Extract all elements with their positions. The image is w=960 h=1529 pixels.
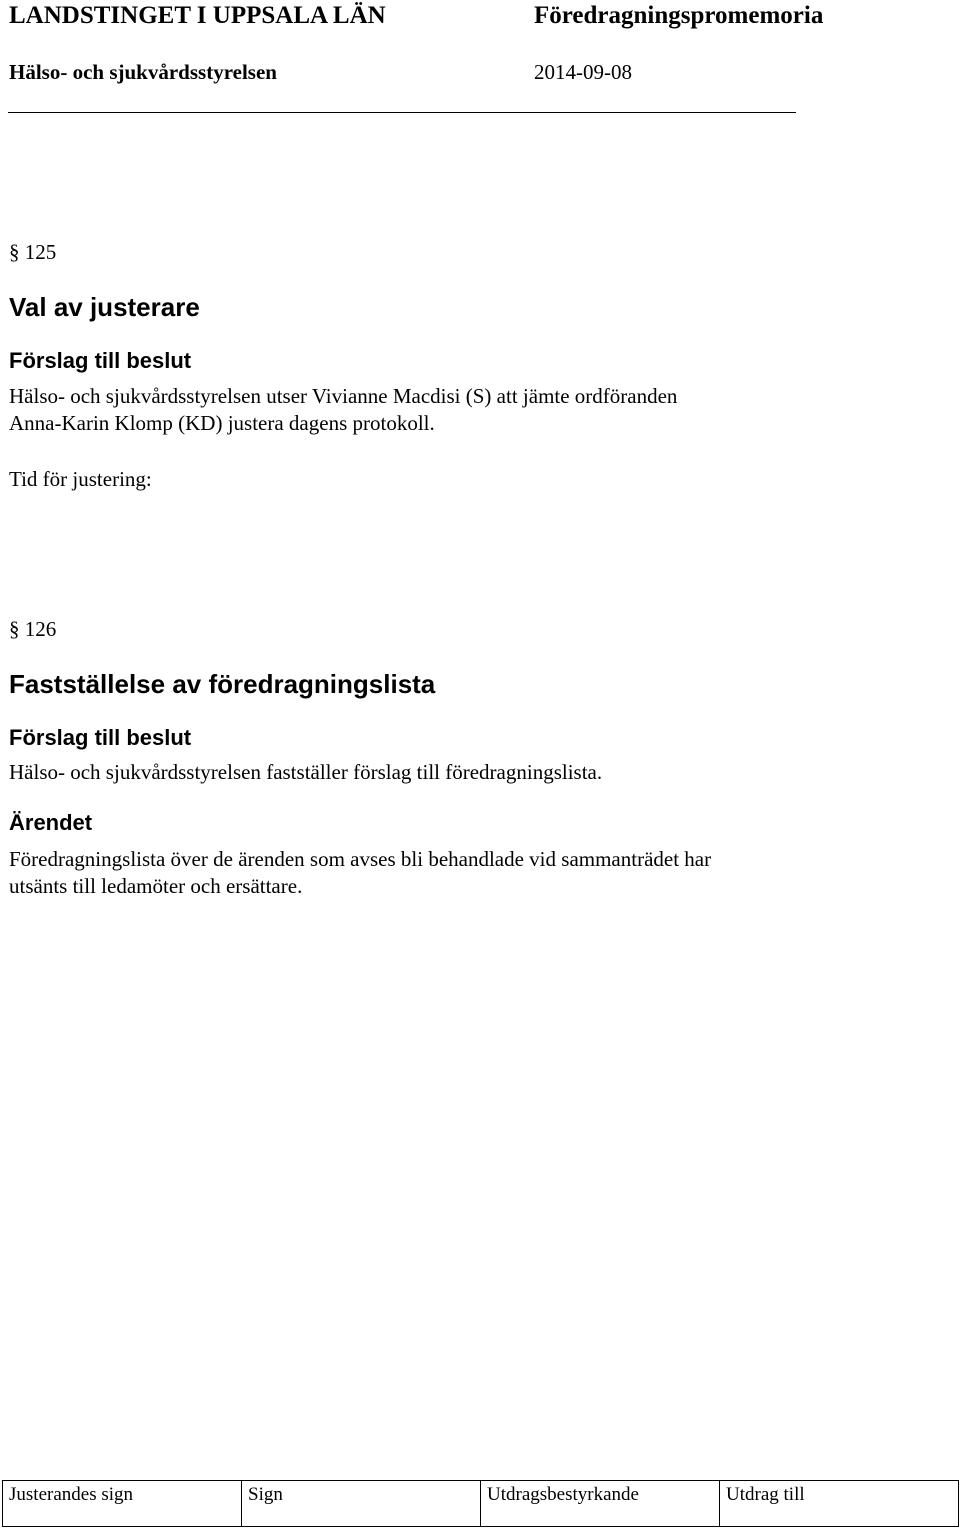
section-126-title: Fastställelse av föredragningslista xyxy=(9,669,436,699)
footer-cell-utdrag-till: Utdrag till xyxy=(720,1481,959,1527)
section-125-title: Val av justerare xyxy=(9,292,200,322)
section-126-matter-heading: Ärendet xyxy=(9,810,93,835)
section-126-proposal-heading: Förslag till beslut xyxy=(9,725,192,750)
section-sign: § xyxy=(9,617,20,641)
section-number: 126 xyxy=(24,617,57,641)
proposal-line: Anna-Karin Klomp (KD) justera dagens protokoll. xyxy=(9,411,435,435)
section-126-proposal-text: Hälso- och sjukvårdsstyrelsen fastställer förslag till föredragningslista. xyxy=(9,760,603,784)
signature-table xyxy=(2,1480,959,1527)
section-125-proposal-text xyxy=(9,383,909,437)
section-number: 125 xyxy=(24,240,57,264)
section-126-number xyxy=(9,617,56,642)
matter-line: utsänts till ledamöter och ersättare. xyxy=(9,874,303,898)
section-126-matter-text xyxy=(9,846,909,900)
justering-time-label: Tid för justering: xyxy=(9,467,152,491)
footer-cell-utdragsbestyrkande: Utdragsbestyrkande xyxy=(481,1481,720,1527)
org-name: LANDSTINGET I UPPSALA LÄN xyxy=(9,2,386,29)
section-125-number xyxy=(9,240,56,265)
section-125-proposal-heading: Förslag till beslut xyxy=(9,348,192,373)
board-name: Hälso- och sjukvårdsstyrelsen xyxy=(9,60,277,84)
footer-cell-justerandes-sign: Justerandes sign xyxy=(3,1481,242,1527)
document-date: 2014-09-08 xyxy=(534,60,632,84)
matter-line: Föredragningslista över de ärenden som avses bli behandlade vid sammanträdet har xyxy=(9,847,712,871)
footer-cell-sign: Sign xyxy=(242,1481,481,1527)
section-sign: § xyxy=(9,240,20,264)
header-rule xyxy=(8,112,796,113)
document-type: Föredragningspromemoria xyxy=(534,2,824,29)
proposal-line: Hälso- och sjukvårdsstyrelsen utser Vivianne Macdisi (S) att jämte ordföranden xyxy=(9,384,678,408)
